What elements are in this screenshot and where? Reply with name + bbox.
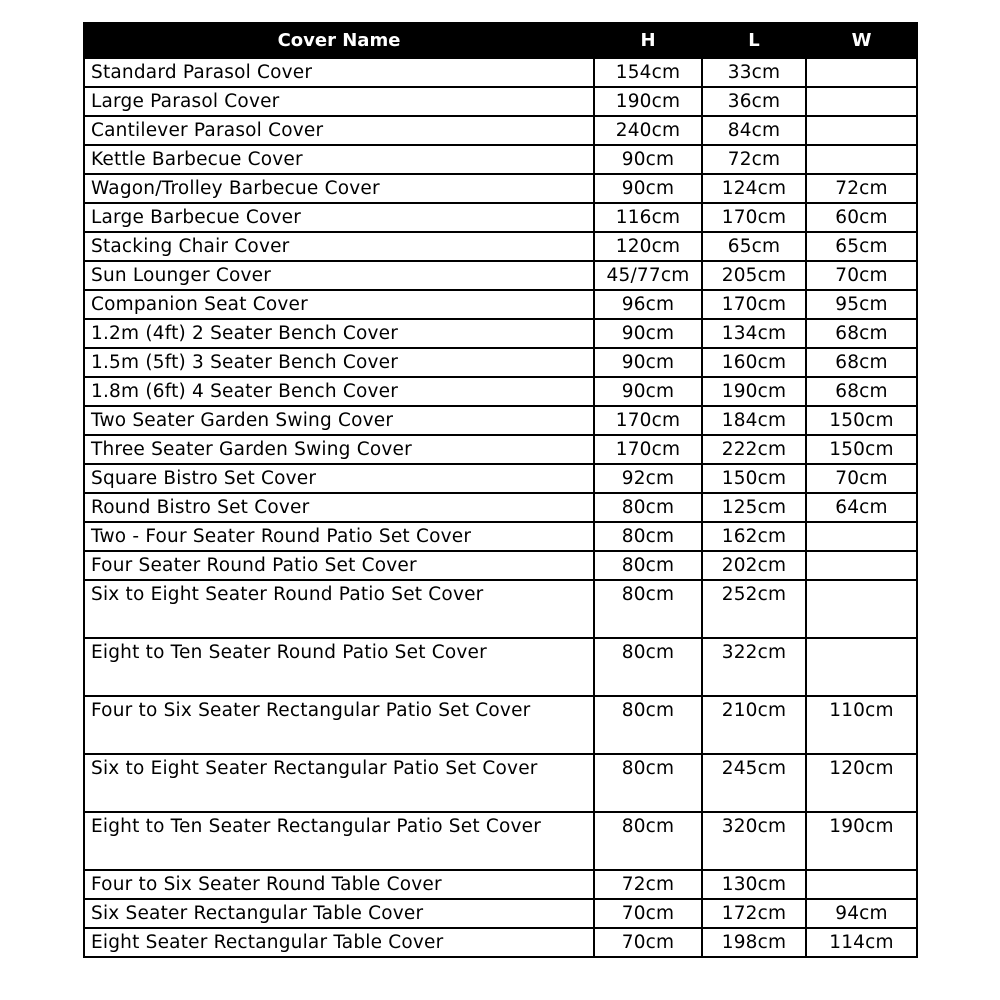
cell-length: 322cm [702, 638, 806, 696]
cell-height: 80cm [594, 696, 702, 754]
cell-length: 33cm [702, 58, 806, 87]
table-row [84, 899, 917, 928]
cell-height: 45/77cm [594, 261, 702, 290]
cell-height: 190cm [594, 87, 702, 116]
cell-cover-name: Eight Seater Rectangular Table Cover [84, 928, 594, 957]
cell-length: 190cm [702, 377, 806, 406]
cell-height: 90cm [594, 348, 702, 377]
cell-cover-name: Two - Four Seater Round Patio Set Cover [84, 522, 594, 551]
cell-height: 170cm [594, 406, 702, 435]
table-row [84, 377, 917, 406]
cell-height: 92cm [594, 464, 702, 493]
cell-cover-name: Eight to Ten Seater Round Patio Set Cover [84, 638, 594, 696]
cell-length: 124cm [702, 174, 806, 203]
cell-cover-name: 1.5m (5ft) 3 Seater Bench Cover [84, 348, 594, 377]
cell-length: 65cm [702, 232, 806, 261]
cell-height: 96cm [594, 290, 702, 319]
cell-width [806, 580, 917, 638]
cell-height: 154cm [594, 58, 702, 87]
cell-length: 170cm [702, 290, 806, 319]
cell-cover-name: Kettle Barbecue Cover [84, 145, 594, 174]
cell-length: 72cm [702, 145, 806, 174]
table-row [84, 116, 917, 145]
table-row [84, 203, 917, 232]
cell-width: 120cm [806, 754, 917, 812]
cell-width: 65cm [806, 232, 917, 261]
cell-height: 72cm [594, 870, 702, 899]
cell-width: 95cm [806, 290, 917, 319]
cell-cover-name: Standard Parasol Cover [84, 58, 594, 87]
cell-length: 162cm [702, 522, 806, 551]
table-row [84, 319, 917, 348]
cell-cover-name: Six Seater Rectangular Table Cover [84, 899, 594, 928]
cell-cover-name: Cantilever Parasol Cover [84, 116, 594, 145]
table-row [84, 145, 917, 174]
cell-cover-name: 1.2m (4ft) 2 Seater Bench Cover [84, 319, 594, 348]
cell-width [806, 145, 917, 174]
table-row [84, 493, 917, 522]
cell-cover-name: Six to Eight Seater Rectangular Patio Set Cover [84, 754, 594, 812]
cell-height: 240cm [594, 116, 702, 145]
cell-width: 60cm [806, 203, 917, 232]
cell-width: 190cm [806, 812, 917, 870]
table-row [84, 464, 917, 493]
cell-height: 70cm [594, 899, 702, 928]
cell-length: 184cm [702, 406, 806, 435]
cell-cover-name: Wagon/Trolley Barbecue Cover [84, 174, 594, 203]
cell-cover-name: Stacking Chair Cover [84, 232, 594, 261]
cover-size-table [83, 22, 918, 958]
cell-length: 125cm [702, 493, 806, 522]
cell-cover-name: Six to Eight Seater Round Patio Set Cover [84, 580, 594, 638]
cell-width: 70cm [806, 464, 917, 493]
cell-height: 80cm [594, 754, 702, 812]
cell-length: 245cm [702, 754, 806, 812]
cell-cover-name: Companion Seat Cover [84, 290, 594, 319]
table-row [84, 232, 917, 261]
cell-cover-name: Sun Lounger Cover [84, 261, 594, 290]
cell-cover-name: Large Parasol Cover [84, 87, 594, 116]
cell-length: 210cm [702, 696, 806, 754]
cell-cover-name: Large Barbecue Cover [84, 203, 594, 232]
header-cover-name: Cover Name [84, 23, 594, 58]
cell-height: 90cm [594, 319, 702, 348]
table-row [84, 580, 917, 638]
cell-cover-name: Square Bistro Set Cover [84, 464, 594, 493]
cell-height: 80cm [594, 580, 702, 638]
cell-height: 80cm [594, 522, 702, 551]
cell-height: 80cm [594, 812, 702, 870]
cell-height: 90cm [594, 174, 702, 203]
table-row [84, 638, 917, 696]
cell-length: 170cm [702, 203, 806, 232]
cell-cover-name: Eight to Ten Seater Rectangular Patio Set Cover [84, 812, 594, 870]
table-header-row [84, 23, 917, 58]
cell-height: 80cm [594, 493, 702, 522]
cell-width: 72cm [806, 174, 917, 203]
cell-height: 70cm [594, 928, 702, 957]
cell-cover-name: 1.8m (6ft) 4 Seater Bench Cover [84, 377, 594, 406]
cell-height: 120cm [594, 232, 702, 261]
table-row [84, 435, 917, 464]
cell-height: 80cm [594, 551, 702, 580]
table-row [84, 754, 917, 812]
header-width: W [806, 23, 917, 58]
cell-width [806, 551, 917, 580]
table-body [84, 58, 917, 957]
cell-length: 84cm [702, 116, 806, 145]
cell-width: 70cm [806, 261, 917, 290]
cell-length: 252cm [702, 580, 806, 638]
cell-length: 130cm [702, 870, 806, 899]
cell-width: 150cm [806, 435, 917, 464]
cell-length: 320cm [702, 812, 806, 870]
cell-height: 170cm [594, 435, 702, 464]
table-row [84, 551, 917, 580]
table-row [84, 406, 917, 435]
cell-length: 222cm [702, 435, 806, 464]
cell-cover-name: Round Bistro Set Cover [84, 493, 594, 522]
table-row [84, 696, 917, 754]
cell-length: 150cm [702, 464, 806, 493]
cell-height: 80cm [594, 638, 702, 696]
cell-width: 110cm [806, 696, 917, 754]
cell-width: 64cm [806, 493, 917, 522]
cell-width [806, 58, 917, 87]
cell-length: 172cm [702, 899, 806, 928]
cell-cover-name: Four Seater Round Patio Set Cover [84, 551, 594, 580]
table-row [84, 290, 917, 319]
cell-cover-name: Two Seater Garden Swing Cover [84, 406, 594, 435]
cell-width: 68cm [806, 348, 917, 377]
cell-length: 36cm [702, 87, 806, 116]
table-row [84, 261, 917, 290]
table-row [84, 58, 917, 87]
header-length: L [702, 23, 806, 58]
cell-length: 160cm [702, 348, 806, 377]
table-row [84, 812, 917, 870]
cell-length: 202cm [702, 551, 806, 580]
table-row [84, 522, 917, 551]
cell-width: 68cm [806, 319, 917, 348]
cell-cover-name: Three Seater Garden Swing Cover [84, 435, 594, 464]
cell-width [806, 116, 917, 145]
cell-cover-name: Four to Six Seater Rectangular Patio Set Cover [84, 696, 594, 754]
cell-width: 68cm [806, 377, 917, 406]
cell-length: 198cm [702, 928, 806, 957]
cell-width: 150cm [806, 406, 917, 435]
cell-height: 90cm [594, 145, 702, 174]
cell-length: 205cm [702, 261, 806, 290]
cell-width [806, 522, 917, 551]
table-row [84, 870, 917, 899]
header-height: H [594, 23, 702, 58]
table-row [84, 928, 917, 957]
cell-width [806, 870, 917, 899]
table-row [84, 348, 917, 377]
cell-width [806, 87, 917, 116]
cell-height: 90cm [594, 377, 702, 406]
cell-width: 94cm [806, 899, 917, 928]
cell-width: 114cm [806, 928, 917, 957]
cell-width [806, 638, 917, 696]
table-row [84, 87, 917, 116]
table-row [84, 174, 917, 203]
cell-height: 116cm [594, 203, 702, 232]
cell-cover-name: Four to Six Seater Round Table Cover [84, 870, 594, 899]
cell-length: 134cm [702, 319, 806, 348]
